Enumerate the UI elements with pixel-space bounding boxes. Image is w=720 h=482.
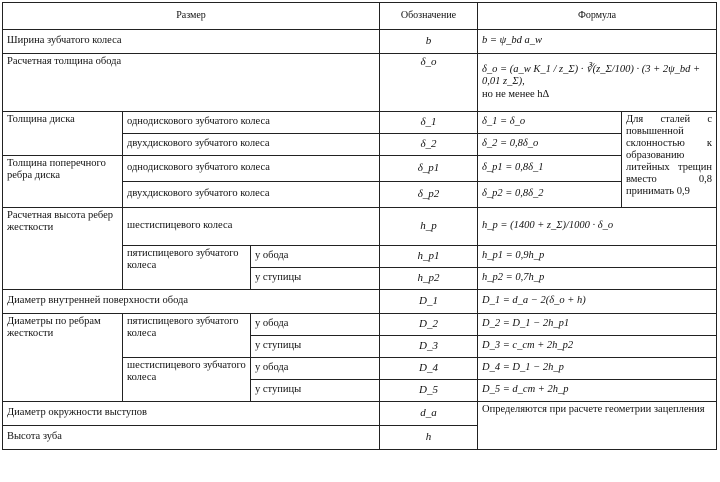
table-row: [3, 208, 717, 246]
header-row: [3, 3, 717, 30]
param-name: Расчетная высота ребер жесткости: [3, 208, 123, 290]
param-symbol: D_5: [380, 380, 478, 402]
param-name: Ширина зубчатого колеса: [3, 30, 380, 54]
param-symbol: d_a: [380, 402, 478, 426]
param-formula: D_2 = D_1 − 2h_p1: [478, 314, 717, 336]
param-position: у обода: [251, 358, 380, 380]
param-subtype: шестиспицевого колеса: [123, 208, 380, 246]
param-formula: h_p1 = 0,9h_p: [478, 246, 717, 268]
param-symbol: δ_2: [380, 134, 478, 156]
param-formula: δ_1 = δ_o: [478, 112, 622, 134]
param-name: Диаметры по ребрам жесткости: [3, 314, 123, 402]
param-position: у ступицы: [251, 268, 380, 290]
param-formula: D_5 = d_cm + 2h_p: [478, 380, 717, 402]
param-formula-cell: [478, 54, 717, 112]
param-subtype: однодискового зубчатого колеса: [123, 112, 380, 134]
param-name: Расчетная толщина обода: [3, 54, 380, 112]
param-subtype: двухдискового зубчатого колеса: [123, 182, 380, 208]
param-position: у обода: [251, 314, 380, 336]
header-size: Размер: [3, 3, 380, 30]
param-formula: δ_o = (a_w K_1 / z_Σ) · ∛(z_Σ/100) · (3 + 2ψ_bd + 0,01 z_Σ),: [482, 64, 701, 88]
param-symbol: D_4: [380, 358, 478, 380]
param-name: Диаметр внутренней поверхности обода: [3, 290, 380, 314]
casting-note: Для сталей с повышенной склонностью к образованию литейных трещин вместо 0,8 принимать 0,9: [622, 112, 717, 208]
param-symbol: h: [380, 426, 478, 450]
header-designation: Обозначение: [380, 3, 478, 30]
param-symbol: δ_o: [380, 54, 478, 112]
param-name: Толщина диска: [3, 112, 123, 156]
param-formula: D_4 = D_1 − 2h_p: [478, 358, 717, 380]
param-name: Высота зуба: [3, 426, 380, 450]
param-formula: D_1 = d_a − 2(δ_o + h): [478, 290, 717, 314]
param-subtype: шестиспицевого зубчатого колеса: [123, 358, 251, 402]
param-name: Диаметр окружности выступов: [3, 402, 380, 426]
table-row: [3, 54, 717, 112]
table-row: [3, 290, 717, 314]
param-formula-note: но не менее hΔ: [482, 88, 550, 100]
param-formula: δ_p2 = 0,8δ_2: [478, 182, 622, 208]
gear-parameters-table: [2, 2, 717, 450]
param-formula: δ_2 = 0,8δ_o: [478, 134, 622, 156]
table-row: [3, 402, 717, 426]
param-position: у обода: [251, 246, 380, 268]
param-formula: h_p2 = 0,7h_p: [478, 268, 717, 290]
geometry-note: Определяются при расчете геометрии зацепления: [478, 402, 717, 450]
table-row: [3, 314, 717, 336]
param-symbol: h_p2: [380, 268, 478, 290]
param-formula: δ_p1 = 0,8δ_1: [478, 156, 622, 182]
param-symbol: D_2: [380, 314, 478, 336]
param-subtype: однодискового зубчатого колеса: [123, 156, 380, 182]
param-subtype: двухдискового зубчатого колеса: [123, 134, 380, 156]
param-symbol: h_p: [380, 208, 478, 246]
param-formula: b = ψ_bd a_w: [478, 30, 717, 54]
param-formula: D_3 = c_cm + 2h_p2: [478, 336, 717, 358]
param-formula: h_p = (1400 + z_Σ)/1000 · δ_o: [478, 208, 717, 246]
param-position: у ступицы: [251, 380, 380, 402]
param-symbol: δ_p2: [380, 182, 478, 208]
param-position: у ступицы: [251, 336, 380, 358]
param-name: Толщина поперечного ребра диска: [3, 156, 123, 208]
param-symbol: δ_1: [380, 112, 478, 134]
table-row: [3, 156, 717, 182]
param-symbol: h_p1: [380, 246, 478, 268]
table-row: [3, 30, 717, 54]
param-symbol: D_1: [380, 290, 478, 314]
param-symbol: D_3: [380, 336, 478, 358]
param-symbol: δ_p1: [380, 156, 478, 182]
param-subtype: пятиспицевого зубчатого колеса: [123, 246, 251, 290]
header-formula: Формула: [478, 3, 717, 30]
param-subtype: пятиспицевого зубчатого колеса: [123, 314, 251, 358]
table-row: [3, 112, 717, 134]
param-symbol: b: [380, 30, 478, 54]
